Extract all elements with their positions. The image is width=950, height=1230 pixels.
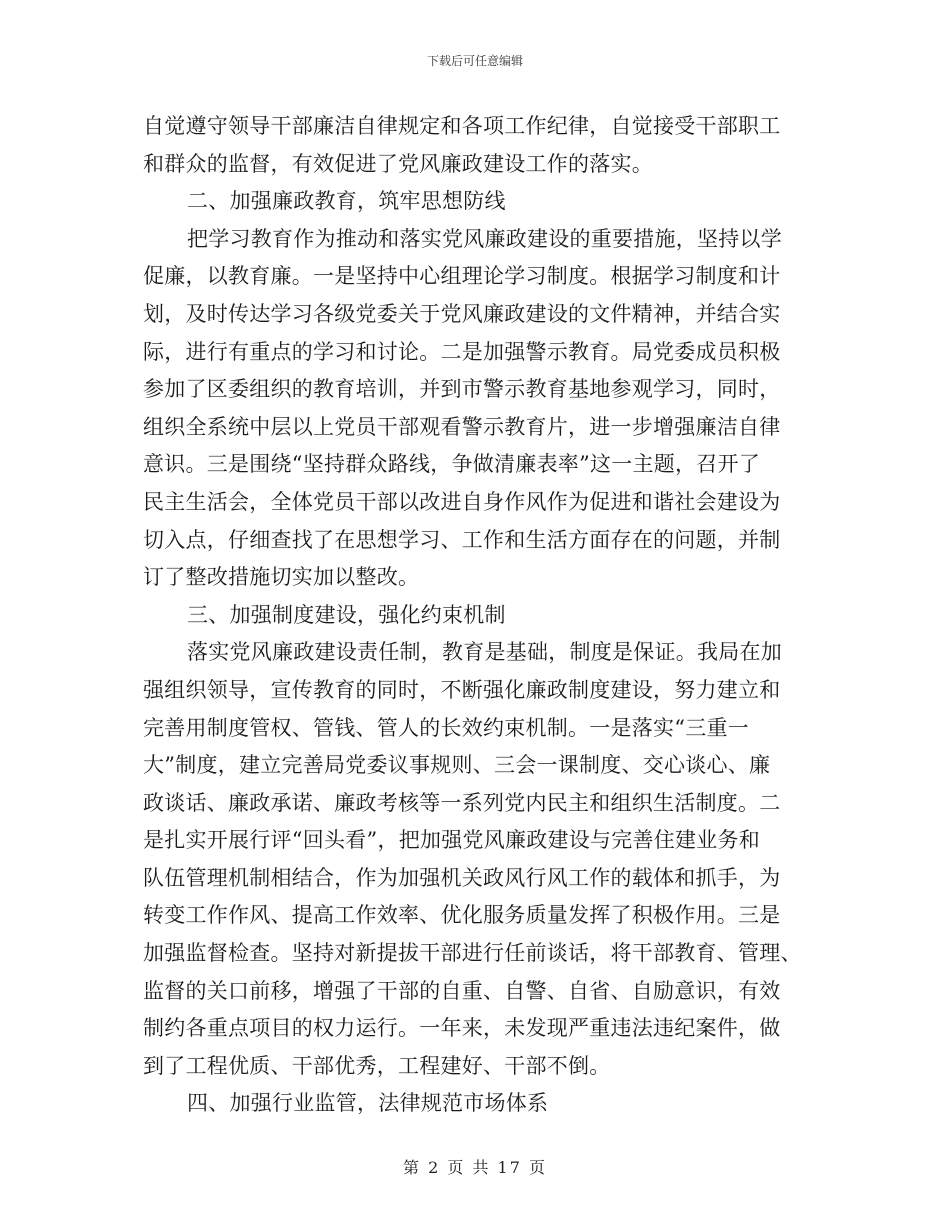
paragraph-line: 到了工程优质、干部优秀，工程建好、干部不倒。 (143, 1053, 611, 1078)
paragraph-line-indented: 四、加强行业监管，法律规范市场体系 (187, 1091, 549, 1116)
paragraph-line: 参加了区委组织的教育培训，并到市警示教育基地参观学习，同时， (143, 377, 781, 402)
paragraph-line: 队伍管理机制相结合，作为加强机关政风行风工作的载体和抓手，为 (143, 865, 781, 890)
paragraph-line: 是扎实开展行评“回头看”，把加强党风廉政建设与完善住建业务和 (143, 828, 760, 853)
paragraph-line: 切入点，仔细查找了在思想学习、工作和生活方面存在的问题，并制 (143, 527, 781, 552)
paragraph-line: 自觉遵守领导干部廉洁自律规定和各项工作纪律，自觉接受干部职工 (143, 114, 781, 138)
paragraph-line: 和群众的监督，有效促进了党风廉政建设工作的落实。 (143, 151, 653, 176)
paragraph-line-indented: 二、加强廉政教育，筑牢思想防线 (187, 189, 506, 214)
paragraph-line-indented: 把学习教育作为推动和落实党风廉政建设的重要措施，坚持以学 (187, 226, 782, 251)
paragraph-line: 订了整改措施切实加以整改。 (143, 565, 420, 590)
paragraph-line-indented: 落实党风廉政建设责任制，教育是基础，制度是保证。我局在加 (187, 640, 782, 665)
paragraph-line: 组织全系统中层以上党员干部观看警示教育片，进一步增强廉洁自律 (143, 414, 781, 439)
paragraph-line: 制约各重点项目的权力运行。一年来，未发现严重违法违纪案件，做 (143, 1016, 781, 1041)
paragraph-line: 大”制度，建立完善局党委议事规则、三会一课制度、交心谈心、廉 (143, 753, 771, 778)
paragraph-line: 加强监督检查。坚持对新提拔干部进行任前谈话，将干部教育、管理、 (143, 941, 802, 966)
paragraph-line: 划，及时传达学习各级党委关于党风廉政建设的文件精神，并结合实 (143, 301, 781, 326)
paragraph-line: 促廉，以教育廉。一是坚持中心组理论学习制度。根据学习制度和计 (143, 264, 781, 289)
page-footer: 第 2 页 共 17 页 (403, 1158, 547, 1177)
paragraph-line: 意识。三是围绕“坚持群众路线，争做清廉表率”这一主题，召开了 (143, 452, 760, 477)
paragraph-line-indented: 三、加强制度建设，强化约束机制 (187, 602, 506, 627)
page-header: 下载后可任意编辑 (426, 54, 523, 68)
paragraph-line: 民主生活会，全体党员干部以改进自身作风作为促进和谐社会建设为 (143, 489, 781, 514)
paragraph-line: 政谈话、廉政承诺、廉政考核等一系列党内民主和组织生活制度。二 (143, 790, 781, 815)
paragraph-line: 际，进行有重点的学习和讨论。二是加强警示教育。局党委成员积极 (143, 339, 781, 364)
paragraph-line: 转变工作作风、提高工作效率、优化服务质量发挥了积极作用。三是 (143, 903, 781, 928)
paragraph-line: 监督的关口前移，增强了干部的自重、自警、自省、自励意识，有效 (143, 978, 781, 1003)
document-body (143, 108, 815, 1123)
paragraph-line: 完善用制度管权、管钱、管人的长效约束机制。一是落实“三重一 (143, 715, 749, 740)
paragraph-line: 强组织领导，宣传教育的同时，不断强化廉政制度建设，努力建立和 (143, 677, 781, 702)
